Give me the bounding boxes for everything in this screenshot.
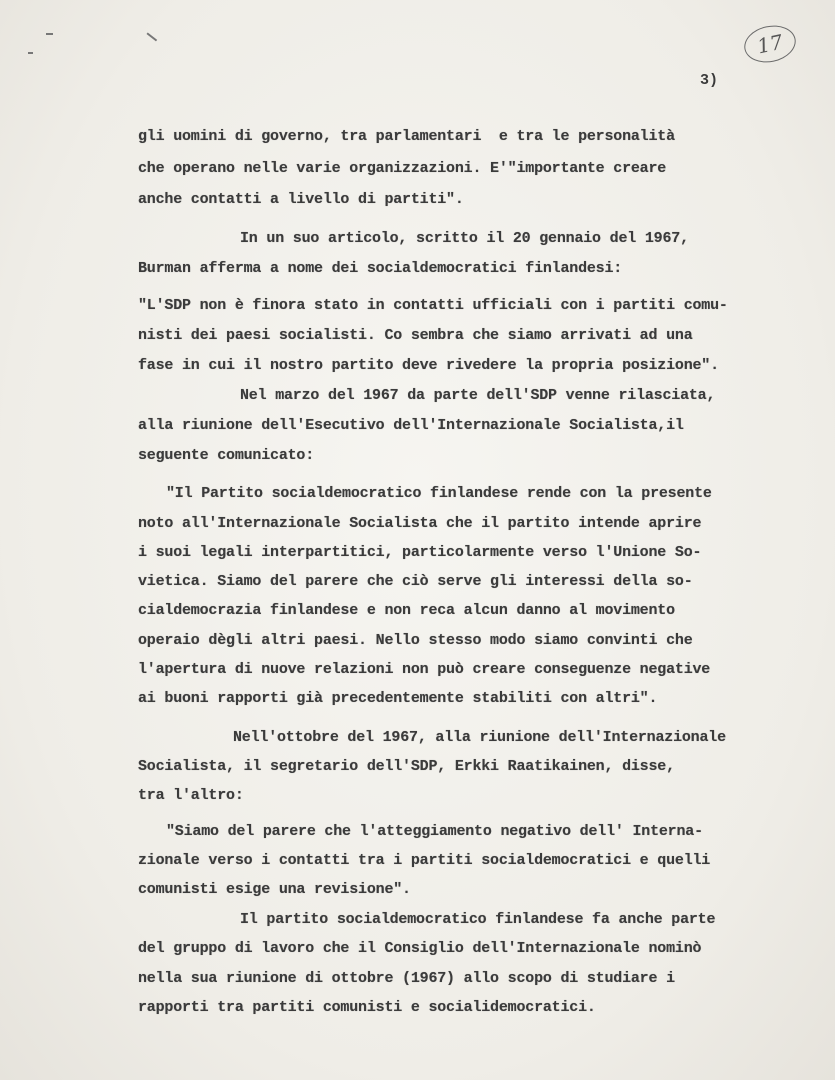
text-line: nella sua riunione di ottobre (1967) allo scopo di studiare i (138, 970, 675, 987)
quote-line: operaio dègli altri paesi. Nello stesso modo siamo convinti che (138, 632, 693, 649)
quote-line: zionale verso i contatti tra i partiti socialdemocratici e quelli (138, 852, 711, 869)
text-line: Nell'ottobre del 1967, alla riunione dell'Internazionale (233, 729, 726, 746)
quote-line: fase in cui il nostro partito deve rivedere la propria posizione". (138, 357, 719, 374)
archive-page-stamp: 17 (741, 21, 799, 67)
text-line: Nel marzo del 1967 da parte dell'SDP venne rilasciata, (240, 387, 716, 404)
quote-line: noto all'Internazionale Socialista che il partito intende aprire (138, 515, 702, 532)
quote-line: "Siamo del parere che l'atteggiamento negativo dell' Interna- (166, 823, 703, 840)
quote-line: "Il Partito socialdemocratico finlandese rende con la presente (166, 485, 712, 502)
page-number: 3) (700, 72, 719, 89)
text-line: anche contatti a livello di partiti". (138, 191, 464, 208)
text-line: In un suo articolo, scritto il 20 gennaio del 1967, (240, 230, 689, 247)
quote-line: ai buoni rapporti già precedentemente stabiliti con altri". (138, 690, 658, 707)
margin-mark (28, 52, 33, 54)
quote-line: cialdemocrazia finlandese e non reca alcun danno al movimento (138, 602, 675, 619)
text-line: che operano nelle varie organizzazioni. E'"importante creare (138, 160, 667, 177)
margin-mark (147, 32, 157, 41)
text-line: seguente comunicato: (138, 447, 315, 464)
text-line: gli uomini di governo, tra parlamentari e tra le personalità (138, 128, 675, 145)
text-line: Il partito socialdemocratico finlandese fa anche parte (240, 911, 716, 928)
text-line: alla riunione dell'Esecutivo dell'Internazionale Socialista,il (138, 417, 684, 434)
quote-line: l'apertura di nuove relazioni non può creare conseguenze negative (138, 661, 711, 678)
quote-line: vietica. Siamo del parere che ciò serve gli interessi della so- (138, 573, 693, 590)
margin-mark (46, 33, 53, 35)
text-line: Burman afferma a nome dei socialdemocratici finlandesi: (138, 260, 623, 277)
quote-line: i suoi legali interpartitici, particolarmente verso l'Unione So- (138, 544, 702, 561)
quote-line: "L'SDP non è finora stato in contatti ufficiali con i partiti comu- (138, 297, 728, 314)
quote-line: nisti dei paesi socialisti. Co sembra che siamo arrivati ad una (138, 327, 693, 344)
text-line: tra l'altro: (138, 787, 244, 804)
text-line: Socialista, il segretario dell'SDP, Erkki Raatikainen, disse, (138, 758, 675, 775)
quote-line: comunisti esige una revisione". (138, 881, 411, 898)
text-line: rapporti tra partiti comunisti e socialidemocratici. (138, 999, 596, 1016)
text-line: del gruppo di lavoro che il Consiglio dell'Internazionale nominò (138, 940, 702, 957)
